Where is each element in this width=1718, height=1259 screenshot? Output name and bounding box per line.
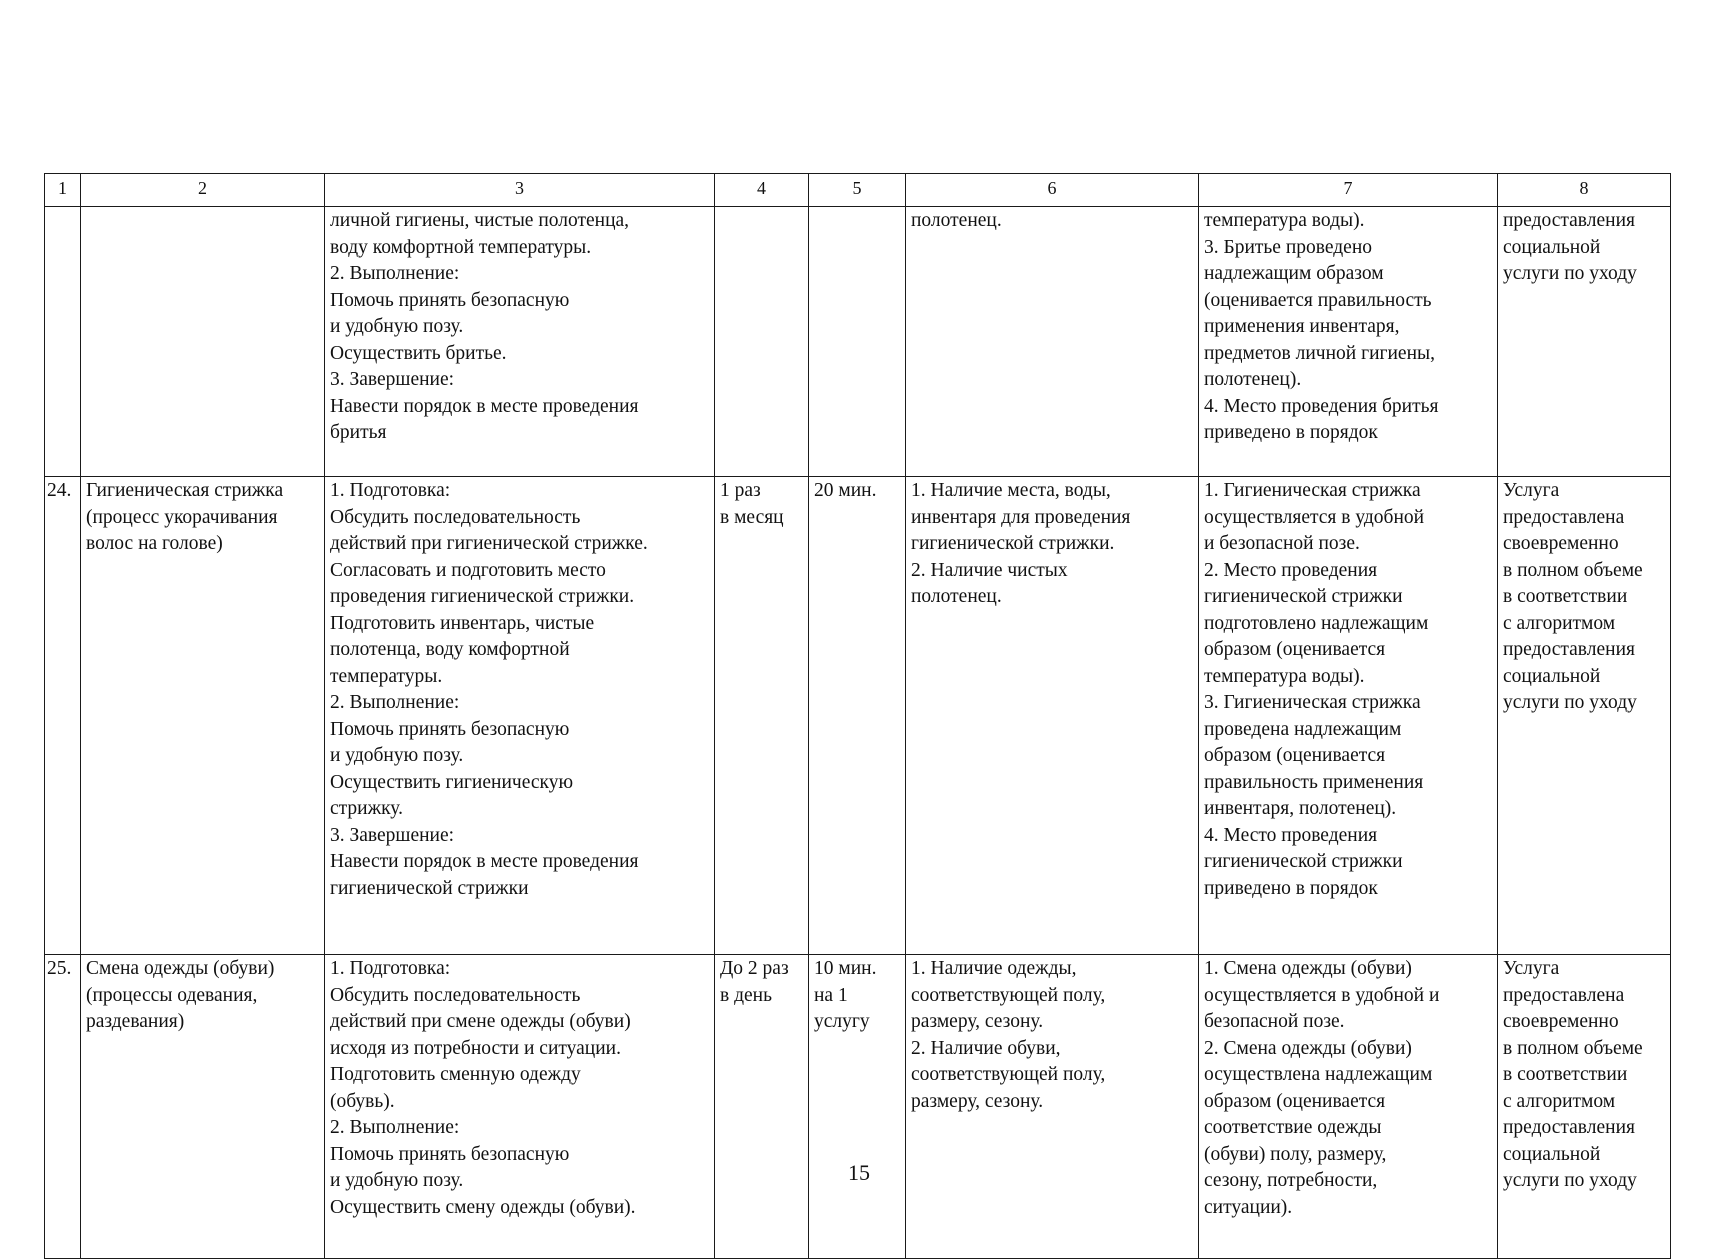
header-cell-7: 7 bbox=[1199, 174, 1498, 207]
cell-service: Гигиеническая стрижка (процесс укорачивания волос на голове) bbox=[81, 477, 325, 955]
cell-procedure: 1. Подготовка: Обсудить последовательность действий при гигиенической стрижке. Согласовать и подготовить место проведения гигиенической стрижки. Подготовить инвентарь, чистые полотенца, воду комфортной температуры. 2. Выполнение: Помочь принять безопасную и удобную позу. Осуществить гигиеническую стрижку. 3. Завершение: Навести порядок в месте проведения гигиенической стрижки bbox=[325, 477, 715, 955]
cell-procedure: 1. Подготовка: Обсудить последовательность действий при смене одежды (обуви) исходя из потребности и ситуации. Подготовить сменную одежду (обувь). 2. Выполнение: Помочь принять безопасную и удобную позу. Осуществить смену одежды (обуви). bbox=[325, 955, 715, 1259]
header-cell-1: 1 bbox=[45, 174, 81, 207]
cell-conditions: 1. Наличие места, воды, инвентаря для проведения гигиенической стрижки. 2. Наличие чистых полотенец. bbox=[906, 477, 1199, 955]
header-row bbox=[45, 174, 1671, 207]
table-body bbox=[45, 174, 1671, 1259]
header-cell-8: 8 bbox=[1498, 174, 1671, 207]
cell-quality: 1. Гигиеническая стрижка осуществляется в удобной и безопасной позе. 2. Место проведения гигиенической стрижки подготовлено надлежащим образом (оценивается температура воды). 3. Гигиеническая стрижка проведена надлежащим образом (оценивается правильность применения инвентаря, полотенец). 4. Место проведения гигиенической стрижки приведено в порядок bbox=[1199, 477, 1498, 955]
cell-procedure: личной гигиены, чистые полотенца, воду комфортной температуры. 2. Выполнение: Помочь принять безопасную и удобную позу. Осуществить бритье. 3. Завершение: Навести порядок в месте проведения бритья bbox=[325, 207, 715, 477]
cell-num: 25. bbox=[45, 955, 81, 1259]
cell-conditions: полотенец. bbox=[906, 207, 1199, 477]
cell-quality: температура воды). 3. Бритье проведено надлежащим образом (оценивается правильность применения инвентаря, предметов личной гигиены, полотенец). 4. Место проведения бритья приведено в порядок bbox=[1199, 207, 1498, 477]
header-cell-5: 5 bbox=[809, 174, 906, 207]
header-cell-6: 6 bbox=[906, 174, 1199, 207]
cell-duration bbox=[809, 207, 906, 477]
cell-conditions: 1. Наличие одежды, соответствующей полу, размеру, сезону. 2. Наличие обуви, соответствующей полу, размеру, сезону. bbox=[906, 955, 1199, 1259]
page-number: 15 bbox=[848, 1160, 870, 1185]
cell-result: Услуга предоставлена своевременно в полном объеме в соответствии с алгоритмом предоставления социальной услуги по уходу bbox=[1498, 477, 1671, 955]
header-cell-4: 4 bbox=[715, 174, 809, 207]
cell-quality: 1. Смена одежды (обуви) осуществляется в удобной и безопасной позе. 2. Смена одежды (обуви) осуществлена надлежащим образом (оценивается соответствие одежды (обуви) полу, размеру, сезону, потребности, ситуации). bbox=[1199, 955, 1498, 1259]
table-row bbox=[45, 955, 1671, 1259]
header-cell-3: 3 bbox=[325, 174, 715, 207]
header-cell-2: 2 bbox=[81, 174, 325, 207]
cell-result: Услуга предоставлена своевременно в полном объеме в соответствии с алгоритмом предоставления социальной услуги по уходу bbox=[1498, 955, 1671, 1259]
services-table bbox=[44, 173, 1671, 1259]
cell-result: предоставления социальной услуги по уходу bbox=[1498, 207, 1671, 477]
cell-frequency bbox=[715, 207, 809, 477]
cell-frequency: До 2 раз в день bbox=[715, 955, 809, 1259]
cell-num bbox=[45, 207, 81, 477]
table-row bbox=[45, 477, 1671, 955]
table-row bbox=[45, 207, 1671, 477]
cell-service bbox=[81, 207, 325, 477]
cell-service: Смена одежды (обуви) (процессы одевания, раздевания) bbox=[81, 955, 325, 1259]
cell-duration: 20 мин. bbox=[809, 477, 906, 955]
cell-duration: 10 мин. на 1 услугу bbox=[809, 955, 906, 1259]
cell-frequency: 1 раз в месяц bbox=[715, 477, 809, 955]
cell-num: 24. bbox=[45, 477, 81, 955]
